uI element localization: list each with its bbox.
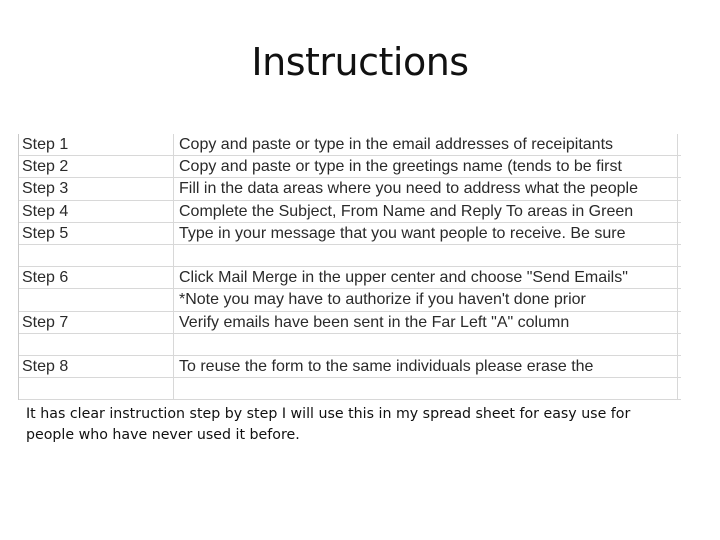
slide-title: Instructions <box>251 40 469 84</box>
step-cell: Step 1 <box>22 136 69 153</box>
step-cell: Step 2 <box>22 158 69 176</box>
table-row <box>19 289 681 311</box>
table-row <box>19 156 681 178</box>
table-row <box>19 378 681 400</box>
spreadsheet-screenshot <box>18 134 681 400</box>
instruction-cell: *Note you may have to authorize if you haven't done prior <box>179 291 586 309</box>
step-cell: Step 8 <box>22 357 69 375</box>
table-row <box>19 356 681 378</box>
table-row <box>19 201 681 223</box>
instruction-cell: Complete the Subject, From Name and Reply To areas in Green <box>179 202 634 220</box>
step-cell: Step 5 <box>22 224 69 242</box>
instruction-cell: Copy and paste or type in the email addresses of receipitants <box>179 136 614 153</box>
table-row <box>19 245 681 267</box>
table-row <box>19 223 681 245</box>
step-cell: Step 7 <box>22 313 69 331</box>
table-row <box>19 334 681 356</box>
instruction-cell: Click Mail Merge in the upper center and choose "Send Emails" <box>179 269 628 287</box>
step-cell: Step 3 <box>22 180 69 198</box>
instruction-cell: Copy and paste or type in the greetings name (tends to be first <box>179 158 622 176</box>
instruction-cell: Verify emails have been sent in the Far Left "A" column <box>179 313 570 331</box>
instruction-cell: Type in your message that you want people to receive. Be sure <box>179 224 626 242</box>
table-row <box>19 312 681 334</box>
instruction-cell: To reuse the form to the same individuals please erase the <box>179 357 594 375</box>
table-row <box>19 134 681 156</box>
slide-caption: It has clear instruction step by step I will use this in my spread sheet for easy use for people who have never used it before. <box>26 406 631 443</box>
table-row <box>19 267 681 289</box>
table-row <box>19 178 681 200</box>
step-cell: Step 4 <box>22 202 69 220</box>
instruction-cell: Fill in the data areas where you need to address what the people <box>179 180 638 198</box>
step-cell: Step 6 <box>22 269 69 287</box>
